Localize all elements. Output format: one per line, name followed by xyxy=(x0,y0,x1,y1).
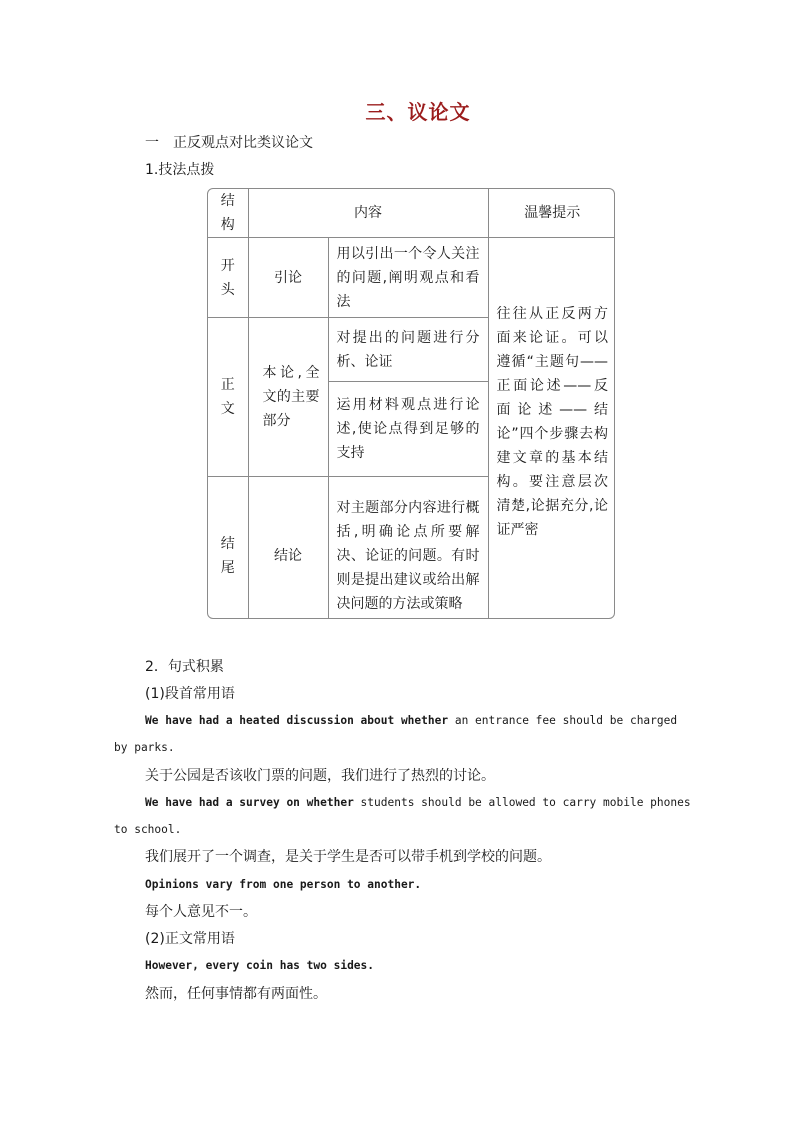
row-content-intro: 用以引出一个令人关注的问题,阐明观点和看法 xyxy=(328,238,488,318)
translation-1: 关于公园是否该收门票的问题，我们进行了热烈的讨论。 xyxy=(145,768,495,784)
row-content-body-b: 运用材料观点进行论述,使论点得到足够的支持 xyxy=(328,382,488,477)
row-part-intro: 开头 xyxy=(208,238,248,318)
tip-cell: 往往从正反两方面来论证。可以遵循“主题句——正面论述——反面论述——结论”四个步骤去构建文章的基本结构。要注意层次清楚,论据充分,论证严密 xyxy=(488,238,615,620)
row-content-body-a: 对提出的问题进行分析、论证 xyxy=(328,318,488,382)
translation-3: 每个人意见不一。 xyxy=(145,904,257,920)
row-role-body: 本论,全文的主要部分 xyxy=(248,318,328,477)
section-heading xyxy=(145,133,313,153)
example-sentence-4: However, every coin has two sides. xyxy=(145,959,375,972)
example-sentence-2-cont: to school. xyxy=(114,823,182,836)
example-sentence-1-cont: by parks. xyxy=(114,741,175,754)
header-structure: 结构 xyxy=(208,189,248,238)
row-role-intro: 引论 xyxy=(248,238,328,318)
header-content: 内容 xyxy=(248,189,488,238)
row-role-end: 结论 xyxy=(248,477,328,620)
translation-2: 我们展开了一个调查，是关于学生是否可以带手机到学校的问题。 xyxy=(145,849,551,865)
example-sentence-2: We have had a survey on whether students should be allowed to carry mobile phones xyxy=(145,796,691,809)
header-tip: 温馨提示 xyxy=(488,189,615,238)
subheading-body: (2)正文常用语 xyxy=(145,931,235,947)
subheading-techniques: 1.技法点拨 xyxy=(145,162,215,178)
row-content-end: 对主题部分内容进行概括,明确论点所要解决、论证的问题。有时则是提出建议或给出解决问题的方法或策略 xyxy=(328,477,488,620)
translation-4: 然而，任何事情都有两面性。 xyxy=(145,986,327,1002)
subheading-sentences: 2．句式积累 xyxy=(145,659,224,675)
row-part-end: 结尾 xyxy=(208,477,248,620)
structure-table xyxy=(207,188,615,619)
key-phrase-2: We have had a survey on whether xyxy=(145,796,354,809)
subheading-opening: (1)段首常用语 xyxy=(145,686,235,702)
example-sentence-1: We have had a heated discussion about whether an entrance fee should be charged xyxy=(145,714,678,727)
section-number: 一 xyxy=(145,135,159,151)
row-part-body: 正文 xyxy=(208,318,248,477)
section-label: 正反观点对比类议论文 xyxy=(173,135,313,151)
key-phrase-1: We have had a heated discussion about whether xyxy=(145,714,449,727)
page-title: 三、议论文 xyxy=(365,100,471,124)
example-sentence-3: Opinions vary from one person to another. xyxy=(145,878,422,891)
